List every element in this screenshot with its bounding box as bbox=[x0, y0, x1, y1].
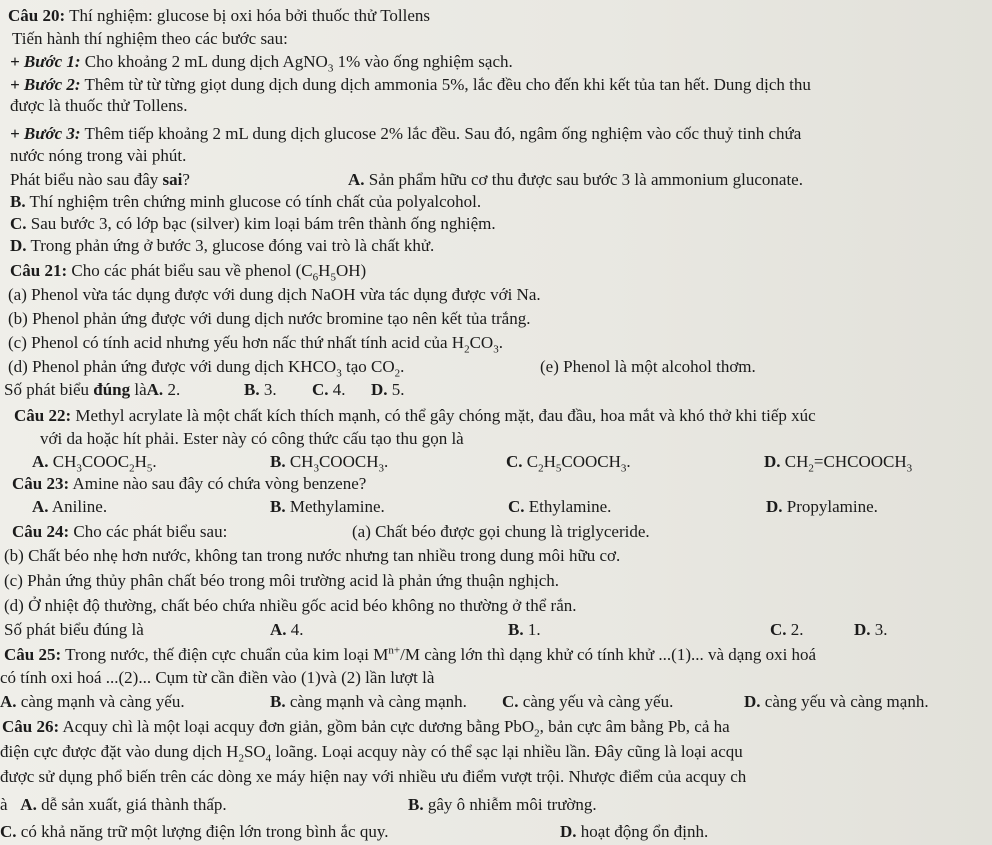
q24-option-a[interactable] bbox=[270, 620, 304, 640]
q23-text: Amine nào sau đây có chứa vòng benzene? bbox=[72, 474, 367, 493]
q22-c-sub5: 5 bbox=[555, 462, 562, 475]
q21-d-co: tạo CO bbox=[341, 357, 395, 376]
q21-option-c[interactable] bbox=[312, 380, 346, 400]
q20-title: Thí nghiệm: glucose bị oxi hóa bởi thuốc thử Tollens bbox=[69, 6, 431, 25]
q21-intro-line bbox=[10, 261, 367, 284]
q21-option-a-label[interactable]: A. bbox=[146, 380, 164, 399]
q23-option-b-label: B. bbox=[270, 497, 286, 516]
q25-option-a-label: A. bbox=[0, 692, 17, 711]
q22-d-sub3: 3 bbox=[906, 462, 913, 475]
q20-intro: Tiến hành thí nghiệm theo các bước sau: bbox=[12, 29, 288, 48]
q22-line-1 bbox=[14, 406, 816, 426]
q22-option-d-label: D. bbox=[764, 452, 781, 471]
q20-question-mark: ? bbox=[182, 170, 190, 189]
q20-label: Câu 20: bbox=[8, 6, 66, 25]
q20-step1-label: + Bước 1: bbox=[10, 52, 81, 71]
q21-option-b-label: B. bbox=[244, 380, 260, 399]
q24-option-b-label: B. bbox=[508, 620, 524, 639]
q25-option-c[interactable] bbox=[502, 692, 673, 712]
q22-c-1: C bbox=[522, 452, 539, 471]
q22-d-sub2: 2 bbox=[808, 462, 814, 475]
q20-step2-text: Thêm từ từ từng giọt dung dịch dung dịch ammonia 5%, lắc đều cho đến khi kết tủa tan hết. Dung dịch thu bbox=[84, 75, 811, 94]
q22-text-a: Methyl acrylate là một chất kích thích mạnh, có thể gây chóng mặt, đau đầu, hoa mắt và khó thở khi tiếp xúc bbox=[75, 406, 816, 425]
q24-option-b[interactable] bbox=[508, 620, 541, 640]
q24-option-c-label: C. bbox=[770, 620, 787, 639]
q23-option-a-text: Aniline. bbox=[48, 497, 108, 516]
q24-statement-d: (d) Ở nhiệt độ thường, chất béo chứa nhiều gốc acid béo không no thường ở thể rắn. bbox=[4, 596, 577, 615]
q25-option-d[interactable] bbox=[744, 692, 929, 712]
q21-c-co: CO bbox=[469, 333, 494, 352]
q24-statement-a: (a) Chất béo được gọi chung là triglyceride. bbox=[352, 522, 650, 541]
q21-h: H bbox=[318, 261, 331, 280]
q25-text-b: /M càng lớn thì dạng khử có tính khử ...(1)... và dạng oxi hoá bbox=[400, 645, 817, 664]
q25-option-d-label: D. bbox=[744, 692, 761, 711]
q26-option-c-text: có khả năng trữ một lượng điện lớn trong bình ắc quy. bbox=[16, 822, 389, 841]
q22-b-sub3a: 3 bbox=[313, 462, 319, 475]
q26-line-3: được sử dụng phổ biến trên các dòng xe máy hiện nay với nhiều ưu điểm vượt trội. Nhược điểm của acquy ch bbox=[0, 767, 747, 786]
q24-line bbox=[12, 522, 227, 542]
q23-line bbox=[12, 474, 366, 494]
q20-option-d[interactable] bbox=[10, 236, 434, 256]
q25-option-b-label: B. bbox=[270, 692, 286, 711]
q24-option-d[interactable] bbox=[854, 620, 888, 640]
q26-option-d[interactable] bbox=[560, 822, 708, 842]
q23-option-b-text: Methylamine. bbox=[285, 497, 385, 516]
q21-option-d[interactable] bbox=[371, 380, 405, 400]
q23-option-d-label: D. bbox=[766, 497, 783, 516]
q21-sub-6: 6 bbox=[312, 271, 319, 284]
q21-option-b-text: 3. bbox=[259, 380, 277, 399]
q21-option-c-text: 4. bbox=[328, 380, 346, 399]
q26-option-c-label: C. bbox=[0, 822, 17, 841]
q20-step3 bbox=[10, 124, 801, 144]
q25-line-2: có tính oxi hoá ...(2)... Cụm từ cần điền vào (1)và (2) lần lượt là bbox=[0, 668, 435, 687]
q24-count-line: Số phát biểu đúng là bbox=[4, 620, 144, 639]
q22-a-sub5: 5 bbox=[146, 462, 153, 475]
q20-step2 bbox=[10, 75, 811, 95]
q24-option-a-text: 4. bbox=[286, 620, 304, 639]
q22-line-2: với da hoặc hít phải. Ester này có công thức cấu tạo thu gọn là bbox=[40, 429, 464, 448]
q21-statement-a: (a) Phenol vừa tác dụng được với dung dịch NaOH vừa tác dụng được với Na. bbox=[8, 285, 541, 304]
q20-option-d-label: D. bbox=[10, 236, 27, 255]
q21-statement-b: (b) Phenol phản ứng được với dung dịch nước bromine tạo nên kết tủa trắng. bbox=[8, 309, 531, 328]
q23-option-a-label: A. bbox=[32, 497, 49, 516]
q21-sub-5: 5 bbox=[330, 271, 336, 284]
q20-option-a-label: A. bbox=[348, 170, 365, 189]
q22-option-b-label: B. bbox=[270, 452, 286, 471]
q23-option-a[interactable] bbox=[32, 497, 107, 517]
q21-d-sub3: 3 bbox=[336, 367, 342, 380]
q24-option-c[interactable] bbox=[770, 620, 804, 640]
q22-c-sub3: 3 bbox=[620, 462, 627, 475]
q21-label: Câu 21: bbox=[10, 261, 68, 280]
q21-statement-d bbox=[8, 357, 405, 380]
q22-b-sub3b: 3 bbox=[378, 462, 384, 475]
q20-option-a-text: Sản phẩm hữu cơ thu được sau bước 3 là ammonium gluconate. bbox=[368, 170, 803, 189]
q21-statement-c bbox=[8, 333, 503, 356]
q25-option-c-label: C. bbox=[502, 692, 519, 711]
q22-c-3: COOCH bbox=[561, 452, 621, 471]
q26-option-b-label: B. bbox=[408, 795, 424, 814]
q22-a-2: COOC bbox=[81, 452, 130, 471]
q20-option-c-label: C. bbox=[10, 214, 27, 233]
q22-option-a[interactable] bbox=[32, 452, 157, 475]
q22-a-sub2: 2 bbox=[129, 462, 135, 475]
q26-option-b[interactable] bbox=[408, 795, 597, 815]
q26-text-a1: Acquy chì là một loại acquy đơn giản, gồm bản cực dương bằng PbO bbox=[62, 717, 535, 736]
q23-option-d-text: Propylamine. bbox=[782, 497, 878, 516]
q21-statement-e: (e) Phenol là một alcohol thơm. bbox=[540, 357, 756, 376]
q22-d-1: CH bbox=[780, 452, 809, 471]
q26-text-b1: điện cực được đặt vào dung dịch H bbox=[0, 742, 239, 761]
q22-option-c[interactable] bbox=[506, 452, 631, 475]
q25-option-a-text: càng mạnh và càng yếu. bbox=[16, 692, 185, 711]
q26-text-b-sub2: 2 bbox=[238, 752, 244, 765]
q24-option-c-text: 2. bbox=[786, 620, 804, 639]
q23-option-c-text: Ethylamine. bbox=[524, 497, 612, 516]
q20-option-b[interactable] bbox=[10, 192, 481, 212]
q22-a-1: CH bbox=[48, 452, 77, 471]
q20-step1-text-end: 1% vào ống nghiệm sạch. bbox=[333, 52, 513, 71]
q20-option-c-text: Sau bước 3, có lớp bạc (silver) kim loại bám trên thành ống nghiệm. bbox=[30, 214, 496, 233]
q21-intro-end: OH) bbox=[335, 261, 367, 280]
q26-option-d-text: hoạt động ổn định. bbox=[576, 822, 709, 841]
q26-text-b3: loãng. Loại acquy này có thể sạc lại nhiều lần. Đây cũng là loại acqu bbox=[271, 742, 743, 761]
q22-a-sub3: 3 bbox=[76, 462, 82, 475]
q20-step1-sub: 3 bbox=[327, 62, 334, 75]
q23-option-c[interactable] bbox=[508, 497, 611, 517]
q26-text-b-sub4: 4 bbox=[265, 752, 272, 765]
q22-option-b[interactable] bbox=[270, 452, 389, 475]
q25-sup: n+ bbox=[388, 644, 401, 657]
q22-a-3: H bbox=[134, 452, 147, 471]
q25-label: Câu 25: bbox=[4, 645, 62, 664]
q21-count-line bbox=[4, 380, 180, 400]
q24-option-d-text: 3. bbox=[870, 620, 888, 639]
q21-c-end: . bbox=[498, 333, 503, 352]
q21-d-text: (d) Phenol phản ứng được với dung dịch KHCO bbox=[8, 357, 337, 376]
q22-c-4: . bbox=[626, 452, 631, 471]
q21-count-tail: là bbox=[130, 380, 147, 399]
q26-text-a2: , bản cực âm bằng Pb, cả ha bbox=[539, 717, 730, 736]
q26-text-b2: SO bbox=[243, 742, 266, 761]
q25-text-a: Trong nước, thế điện cực chuẩn của kim loại M bbox=[65, 645, 389, 664]
q21-d-end: . bbox=[400, 357, 405, 376]
q22-c-sub2: 2 bbox=[538, 462, 544, 475]
q22-c-2: H bbox=[543, 452, 556, 471]
q26-text-a-sub2: 2 bbox=[534, 727, 540, 740]
q24-statement-b: (b) Chất béo nhẹ hơn nước, không tan trong nước nhưng tan nhiều trong dung môi hữu cơ. bbox=[4, 546, 621, 565]
q23-option-c-label: C. bbox=[508, 497, 525, 516]
q22-label: Câu 22: bbox=[14, 406, 72, 425]
q25-option-d-text: càng yếu và càng mạnh. bbox=[760, 692, 929, 711]
q25-option-c-text: càng yếu và càng yếu. bbox=[518, 692, 674, 711]
q20-option-a[interactable] bbox=[348, 170, 803, 190]
q20-question bbox=[10, 170, 190, 190]
q20-step3-label: + Bước 3: bbox=[10, 124, 81, 143]
q22-b-3: . bbox=[383, 452, 389, 471]
q21-d-sub2: 2 bbox=[394, 367, 401, 380]
q26-option-c[interactable] bbox=[0, 822, 388, 842]
q21-c-text: (c) Phenol có tính acid nhưng yếu hơn nấc thứ nhất tính acid của H bbox=[8, 333, 465, 352]
q26-option-a[interactable] bbox=[0, 795, 227, 815]
q26-line-2 bbox=[0, 742, 743, 765]
q23-option-d[interactable] bbox=[766, 497, 878, 517]
q24-option-a-label: A. bbox=[270, 620, 287, 639]
q21-option-a-text[interactable]: 2. bbox=[163, 380, 181, 399]
q20-step3-cont: nước nóng trong vài phút. bbox=[10, 146, 187, 165]
q25-option-b-text: càng mạnh và càng mạnh. bbox=[285, 692, 467, 711]
q23-option-b[interactable] bbox=[270, 497, 385, 517]
q24-label: Câu 24: bbox=[12, 522, 70, 541]
q21-intro-text: Cho các phát biểu sau về phenol (C bbox=[71, 261, 313, 280]
q24-option-b-text: 1. bbox=[523, 620, 541, 639]
q24-text: Cho các phát biểu sau: bbox=[73, 522, 228, 541]
q25-line-1 bbox=[4, 645, 816, 665]
q20-option-d-text: Trong phản ứng ở bước 3, glucose đóng vai trò là chất khử. bbox=[30, 236, 435, 255]
q26-option-b-text: gây ô nhiễm môi trường. bbox=[423, 795, 597, 814]
q22-option-a-label: A. bbox=[32, 452, 49, 471]
q20-step1 bbox=[10, 52, 513, 75]
q21-option-d-text: 5. bbox=[387, 380, 405, 399]
q20-step2-cont: được là thuốc thử Tollens. bbox=[10, 96, 188, 115]
q21-count-text: Số phát biểu bbox=[4, 380, 94, 399]
q21-c-sub3: 3 bbox=[493, 343, 499, 356]
q21-option-c-label: C. bbox=[312, 380, 329, 399]
q20-step2-label: + Bước 2: bbox=[10, 75, 81, 94]
q25-option-b[interactable] bbox=[270, 692, 467, 712]
q21-option-b[interactable] bbox=[244, 380, 277, 400]
q26-option-a-label: A. bbox=[20, 795, 37, 814]
q22-d-2: =CHCOOCH bbox=[813, 452, 907, 471]
q20-option-b-label: B. bbox=[10, 192, 26, 211]
q22-a-4: . bbox=[152, 452, 157, 471]
q20-question-text: Phát biểu nào sau đây bbox=[10, 170, 163, 189]
q21-count-bold: đúng bbox=[93, 380, 131, 399]
q24-option-d-label: D. bbox=[854, 620, 871, 639]
q24-statement-c: (c) Phản ứng thủy phân chất béo trong môi trường acid là phản ứng thuận nghịch. bbox=[4, 571, 560, 590]
q26-option-a-text: dễ sản xuất, giá thành thấp. bbox=[36, 795, 227, 814]
q26-line-1 bbox=[2, 717, 730, 740]
q22-b-1: CH bbox=[285, 452, 314, 471]
q22-option-d[interactable] bbox=[764, 452, 913, 475]
q23-label: Câu 23: bbox=[12, 474, 70, 493]
q26-lead: à bbox=[0, 795, 8, 814]
q20-step3-text: Thêm tiếp khoảng 2 mL dung dịch glucose 2% lắc đều. Sau đó, ngâm ống nghiệm vào cốc thuỷ tinh chứa bbox=[84, 124, 802, 143]
q20-step1-text: Cho khoảng 2 mL dung dịch AgNO bbox=[84, 52, 328, 71]
q25-option-a[interactable] bbox=[0, 692, 185, 712]
q21-c-sub2: 2 bbox=[464, 343, 470, 356]
q20-title-line bbox=[8, 6, 430, 26]
q22-b-2: COOCH bbox=[318, 452, 379, 471]
q20-question-keyword: sai bbox=[162, 170, 183, 189]
q20-option-b-text: Thí nghiệm trên chứng minh glucose có tính chất của polyalcohol. bbox=[29, 192, 482, 211]
q21-option-d-label: D. bbox=[371, 380, 388, 399]
q20-option-c[interactable] bbox=[10, 214, 496, 234]
q26-label: Câu 26: bbox=[2, 717, 60, 736]
q22-option-c-label: C. bbox=[506, 452, 523, 471]
q26-option-d-label: D. bbox=[560, 822, 577, 841]
